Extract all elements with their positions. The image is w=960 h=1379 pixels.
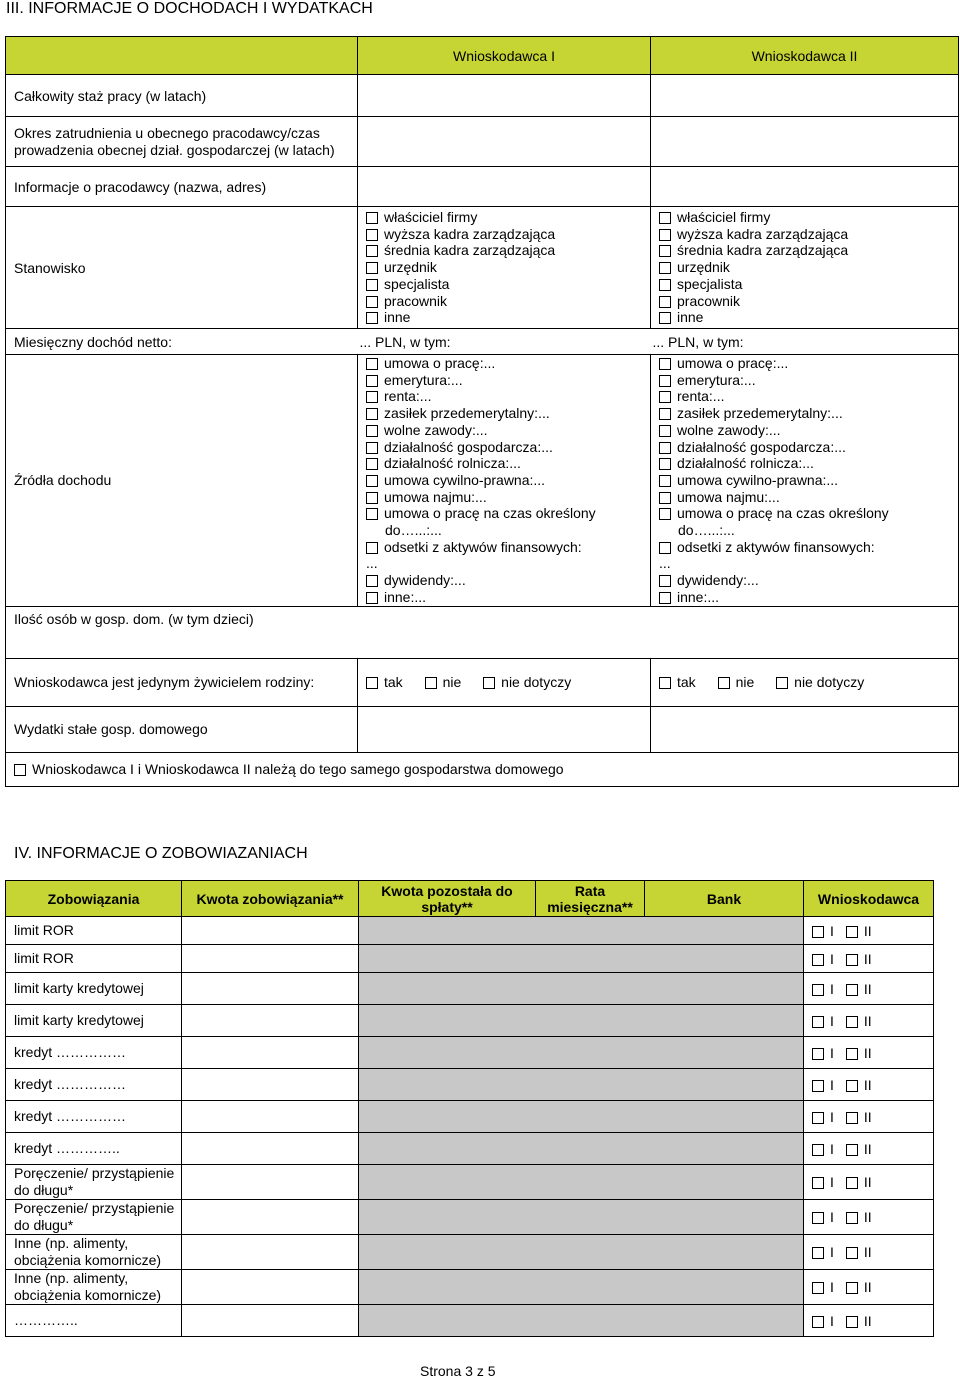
household-option[interactable] [6,752,959,786]
liabilities-body [6,917,934,1337]
option[interactable]: inne:... [659,589,958,606]
option-continuation[interactable]: do…...:... [385,522,442,539]
option[interactable]: wyższa kadra zarządzająca [659,226,958,243]
option[interactable]: emerytura:... [659,372,958,389]
liability-label: limit ROR [6,917,182,945]
liability-amount[interactable] [182,1200,359,1235]
row-household [6,752,959,786]
applicant-1-label: I [830,1279,834,1295]
header-rata: Rata miesięczna** [536,881,645,917]
option[interactable]: emerytura:... [366,372,650,389]
staz-input-1[interactable] [358,75,651,117]
liability-amount[interactable] [182,917,359,945]
option[interactable]: urzędnik [366,259,650,276]
liability-applicant [804,1037,934,1069]
row-wydatki-label: Wydatki stałe gosp. domowego [6,706,358,752]
income-header-blank [6,37,358,75]
liability-amount[interactable] [182,973,359,1005]
row-zywiciel [6,658,959,706]
wydatki-input-2[interactable] [651,706,959,752]
liability-label: kredyt …………… [6,1101,182,1133]
header-bank: Bank [645,881,804,917]
liability-applicant [804,1101,934,1133]
option[interactable]: specjalista [659,276,958,293]
applicant-1-label: I [830,980,834,997]
liability-amount[interactable] [182,1305,359,1337]
option[interactable]: zasiłek przedemerytalny:... [366,405,650,422]
checkbox[interactable] [659,279,671,291]
checkbox[interactable] [366,592,378,604]
checkbox[interactable] [366,575,378,587]
liabilities-table [5,880,934,1337]
liability-label: limit karty kredytowej [6,1005,182,1037]
checkbox[interactable] [366,542,378,554]
applicant-1-label: I [830,1044,834,1061]
income-header-row [6,37,959,75]
liability-applicant [804,1165,934,1200]
checkbox[interactable] [659,425,671,437]
checkbox[interactable] [659,312,671,324]
checkbox[interactable] [659,542,671,554]
checkbox-applicant-1[interactable] [812,954,824,966]
dochod-value-1[interactable]: ... PLN, w tym: [358,329,651,355]
liability-amount[interactable] [182,1069,359,1101]
liability-gray-cells [359,1165,804,1200]
option[interactable]: dywidendy:... [366,572,650,589]
checkbox-applicant-1[interactable] [812,926,824,938]
header-zobowiazania: Zobowiązania [6,881,182,917]
liability-row [6,1069,934,1101]
row-osoby-label[interactable]: Ilość osób w gosp. dom. (w tym dzieci) [6,606,959,658]
checkbox[interactable] [659,592,671,604]
option[interactable]: średnia kadra zarządzająca [659,242,958,259]
row-stanowisko-label: Stanowisko [6,207,358,329]
liability-gray-cells [359,945,804,973]
checkbox-applicant-2[interactable] [846,926,858,938]
checkbox-applicant-2[interactable] [846,1282,858,1294]
checkbox[interactable] [659,375,671,387]
applicant-1-label: I [830,1174,834,1190]
liability-gray-cells [359,1101,804,1133]
applicant-2-label: II [863,980,872,997]
checkbox-household[interactable] [14,764,26,776]
option[interactable]: renta:... [366,388,650,405]
applicant-2-label: II [863,1108,872,1125]
zywiciel-options-1: tak nie nie dotyczy [358,658,651,706]
zywiciel-options-2: tak nie nie dotyczy [651,658,959,706]
liability-gray-cells [359,1133,804,1165]
option-continuation[interactable]: ... [659,555,671,572]
checkbox-applicant-1[interactable] [812,1080,824,1092]
checkbox-applicant-2[interactable] [846,1212,858,1224]
liability-applicant [804,1200,934,1235]
checkbox-applicant-2[interactable] [846,1144,858,1156]
row-pracodawca-label: Informacje o pracodawcy (nazwa, adres) [6,167,358,207]
applicant-2-label: II [863,1244,872,1260]
option[interactable]: odsetki z aktywów finansowych: [366,539,650,556]
checkbox-applicant-2[interactable] [846,1048,858,1060]
option[interactable]: pracownik [366,293,650,310]
liability-gray-cells [359,1005,804,1037]
liability-amount[interactable] [182,1270,359,1305]
checkbox[interactable] [366,212,378,224]
checkbox-applicant-1[interactable] [812,1048,824,1060]
option[interactable]: specjalista [366,276,650,293]
liability-applicant [804,1005,934,1037]
applicant-1-label: I [830,1012,834,1029]
liabilities-header-row [6,881,934,917]
option[interactable]: właściciel firmy [366,209,650,226]
applicant-2-label: II [863,1140,872,1157]
checkbox[interactable] [366,492,378,504]
section3-title: III. INFORMACJE O DOCHODACH I WYDATKACH [6,0,373,17]
wydatki-input-1[interactable] [358,706,651,752]
row-wydatki [6,706,959,752]
applicant-2-label: II [863,1209,872,1225]
option[interactable]: wyższa kadra zarządzająca [366,226,650,243]
checkbox-applicant-1[interactable] [812,1212,824,1224]
checkbox[interactable] [366,425,378,437]
checkbox[interactable] [659,391,671,403]
checkbox[interactable] [366,408,378,420]
income-table [5,36,959,787]
row-zywiciel-label: Wnioskodawca jest jedynym żywicielem rodziny: [6,658,358,706]
checkbox[interactable] [366,279,378,291]
liability-applicant [804,917,934,945]
checkbox[interactable] [659,475,671,487]
header-wnioskodawca: Wnioskodawca [804,881,934,917]
option[interactable]: wolne zawody:... [659,422,958,439]
checkbox[interactable] [366,312,378,324]
checkbox-applicant-1[interactable] [812,984,824,996]
liability-applicant [804,1270,934,1305]
liability-row [6,1305,934,1337]
checkbox-applicant-1[interactable] [812,1144,824,1156]
checkbox[interactable] [366,375,378,387]
page-number: Strona 3 z 5 [420,1363,496,1379]
liability-row [6,1270,934,1305]
checkbox-applicant-2[interactable] [846,1316,858,1328]
liability-amount[interactable] [182,1005,359,1037]
liability-amount[interactable] [182,945,359,973]
liability-row [6,1101,934,1133]
checkbox[interactable] [366,508,378,520]
okres-input-2[interactable] [651,117,959,167]
applicant-2-label: II [863,1012,872,1029]
option[interactable]: wolne zawody:... [366,422,650,439]
liability-gray-cells [359,1270,804,1305]
applicant-2-label: II [863,1174,872,1190]
checkbox[interactable] [659,492,671,504]
option[interactable]: odsetki z aktywów finansowych: [659,539,958,556]
checkbox[interactable] [659,212,671,224]
checkbox[interactable] [659,229,671,241]
liability-label: kredyt …………… [6,1037,182,1069]
checkbox[interactable] [366,245,378,257]
checkbox-applicant-1[interactable] [812,1016,824,1028]
applicant-1-label: I [830,1108,834,1125]
checkbox[interactable] [366,458,378,470]
liability-gray-cells [359,1200,804,1235]
option[interactable]: umowa o pracę na czas określony [366,505,650,522]
option[interactable]: inne [366,309,650,326]
row-pracodawca [6,167,959,207]
option[interactable]: pracownik [659,293,958,310]
checkbox[interactable] [659,296,671,308]
checkbox-tak[interactable] [659,677,671,689]
checkbox-applicant-2[interactable] [846,1112,858,1124]
checkbox[interactable] [659,262,671,274]
row-zrodla-label: Źródła dochodu [6,355,358,607]
header-kwota: Kwota zobowiązania** [182,881,359,917]
applicant-1-label: I [830,1312,834,1329]
applicant-2-label: II [863,950,872,967]
liability-row [6,1235,934,1270]
liability-gray-cells [359,1305,804,1337]
checkbox[interactable] [366,296,378,308]
liability-amount[interactable] [182,1037,359,1069]
liability-label: Inne (np. alimenty, obciążenia komornicze) [6,1235,182,1270]
option[interactable]: działalność rolnicza:... [366,455,650,472]
liability-row [6,1200,934,1235]
row-okres [6,117,959,167]
zrodla-options-2 [651,355,959,607]
applicant-2-label: II [863,1044,872,1061]
row-staz [6,75,959,117]
liability-row [6,1133,934,1165]
stanowisko-options-2 [651,207,959,329]
liability-row [6,1005,934,1037]
liability-gray-cells [359,973,804,1005]
checkbox[interactable] [659,358,671,370]
row-stanowisko [6,207,959,329]
applicant-2-label: II [863,1076,872,1093]
staz-input-2[interactable] [651,75,959,117]
option[interactable]: działalność rolnicza:... [659,455,958,472]
checkbox-applicant-1[interactable] [812,1282,824,1294]
option[interactable]: właściciel firmy [659,209,958,226]
option[interactable]: inne:... [366,589,650,606]
liability-gray-cells [359,1235,804,1270]
liability-row [6,945,934,973]
checkbox[interactable] [366,475,378,487]
liability-gray-cells [359,1037,804,1069]
option[interactable]: renta:... [659,388,958,405]
checkbox-applicant-2[interactable] [846,1247,858,1259]
checkbox-applicant-2[interactable] [846,1080,858,1092]
option[interactable]: umowa o pracę na czas określony [659,505,958,522]
checkbox-nie-dotyczy[interactable] [776,677,788,689]
checkbox[interactable] [659,508,671,520]
checkbox-applicant-1[interactable] [812,1177,824,1189]
header-pozostala: Kwota pozostała do spłaty** [359,881,536,917]
liability-row [6,973,934,1005]
checkbox[interactable] [659,458,671,470]
pracodawca-input-1[interactable] [358,167,651,207]
zrodla-options-1 [358,355,651,607]
liability-label: limit ROR [6,945,182,973]
applicant-1-label: I [830,1209,834,1225]
checkbox[interactable] [366,229,378,241]
applicant-1-label: I [830,922,834,939]
checkbox-applicant-2[interactable] [846,984,858,996]
stanowisko-options-1 [358,207,651,329]
option[interactable]: umowa cywilno-prawna:... [659,472,958,489]
liability-applicant [804,1133,934,1165]
checkbox[interactable] [659,442,671,454]
option[interactable]: dywidendy:... [659,572,958,589]
liability-gray-cells [359,1069,804,1101]
option[interactable]: umowa o pracę:... [659,355,958,372]
row-osoby [6,606,959,658]
liability-amount[interactable] [182,1235,359,1270]
applicant-1-label: I [830,1076,834,1093]
col-applicant-2: Wnioskodawca II [651,37,959,75]
liability-row [6,1165,934,1200]
checkbox-applicant-2[interactable] [846,1177,858,1189]
liability-applicant [804,1305,934,1337]
option-continuation[interactable]: ... [366,555,378,572]
liability-row [6,917,934,945]
option[interactable]: umowa najmu:... [659,489,958,506]
liability-applicant [804,1069,934,1101]
option[interactable]: średnia kadra zarządzająca [366,242,650,259]
applicant-1-label: I [830,1140,834,1157]
checkbox[interactable] [659,245,671,257]
applicant-2-label: II [863,922,872,939]
option[interactable]: urzędnik [659,259,958,276]
checkbox-applicant-1[interactable] [812,1316,824,1328]
dochod-value-2[interactable]: ... PLN, w tym: [651,329,959,355]
section4-title: IV. INFORMACJE O ZOBOWIAZANIACH [14,845,308,862]
liability-applicant [804,945,934,973]
row-dochod [6,329,959,355]
liability-gray-cells [359,917,804,945]
checkbox-nie[interactable] [718,677,730,689]
option-continuation[interactable]: do…...:... [678,522,735,539]
checkbox-nie-dotyczy[interactable] [483,677,495,689]
liability-label: limit karty kredytowej [6,973,182,1005]
applicant-2-label: II [863,1279,872,1295]
checkbox[interactable] [366,358,378,370]
checkbox[interactable] [659,575,671,587]
liability-row [6,1037,934,1069]
liability-label: ………….. [6,1305,182,1337]
checkbox[interactable] [366,442,378,454]
applicant-1-label: I [830,950,834,967]
liability-applicant [804,973,934,1005]
option[interactable]: umowa najmu:... [366,489,650,506]
checkbox-applicant-1[interactable] [812,1112,824,1124]
col-applicant-1: Wnioskodawca I [358,37,651,75]
pracodawca-input-2[interactable] [651,167,959,207]
checkbox-applicant-1[interactable] [812,1247,824,1259]
option[interactable]: inne [659,309,958,326]
liability-amount[interactable] [182,1165,359,1200]
liability-label: Poręczenie/ przystąpienie do długu* [6,1200,182,1235]
okres-input-1[interactable] [358,117,651,167]
checkbox[interactable] [659,408,671,420]
checkbox-nie[interactable] [425,677,437,689]
household-label: Wnioskodawca I i Wnioskodawca II należą do tego samego gospodarstwa domowego [32,761,564,778]
row-dochod-label: Miesięczny dochód netto: [6,329,358,355]
checkbox-tak[interactable] [366,677,378,689]
checkbox[interactable] [366,262,378,274]
option[interactable]: działalność gospodarcza:... [659,439,958,456]
checkbox-applicant-2[interactable] [846,954,858,966]
row-okres-label: Okres zatrudnienia u obecnego pracodawcy/czas prowadzenia obecnej dział. gospodarczej (w latach) [6,117,358,167]
liability-label: kredyt ………….. [6,1133,182,1165]
liability-amount[interactable] [182,1133,359,1165]
liability-amount[interactable] [182,1101,359,1133]
liability-applicant [804,1235,934,1270]
option[interactable]: zasiłek przedemerytalny:... [659,405,958,422]
row-zrodla [6,355,959,607]
applicant-2-label: II [863,1312,872,1329]
applicant-1-label: I [830,1244,834,1260]
option[interactable]: umowa o pracę:... [366,355,650,372]
option[interactable]: działalność gospodarcza:... [366,439,650,456]
option[interactable]: umowa cywilno-prawna:... [366,472,650,489]
liability-label: Inne (np. alimenty, obciążenia komornicze) [6,1270,182,1305]
row-staz-label: Całkowity staż pracy (w latach) [6,75,358,117]
checkbox[interactable] [366,391,378,403]
liability-label: Poręczenie/ przystąpienie do długu* [6,1165,182,1200]
liability-label: kredyt …………… [6,1069,182,1101]
checkbox-applicant-2[interactable] [846,1016,858,1028]
